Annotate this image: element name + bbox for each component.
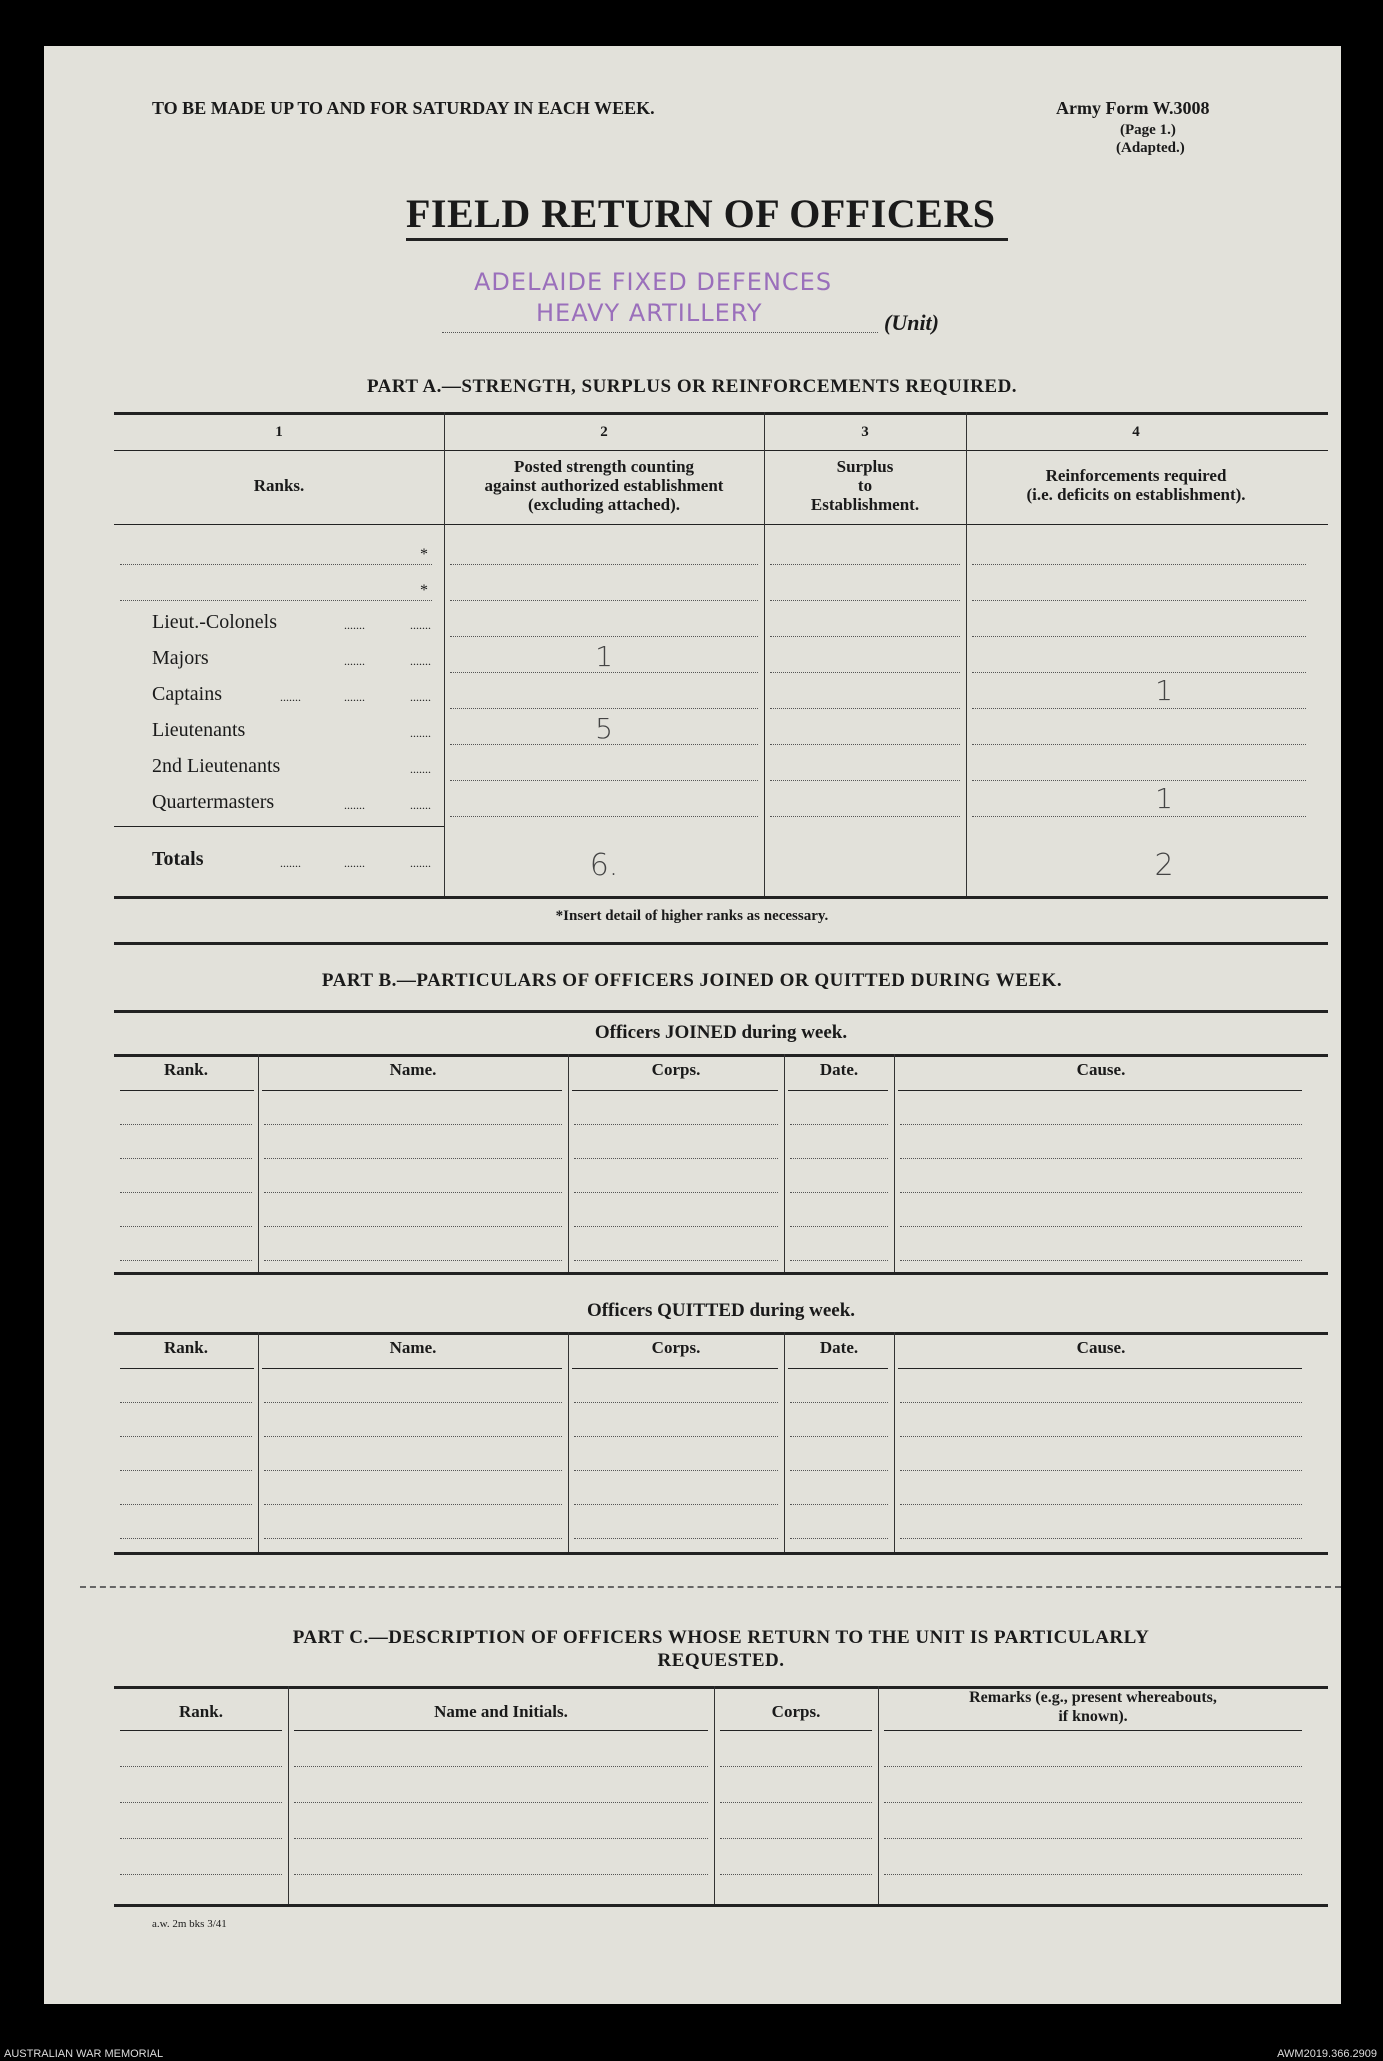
entry-line [884, 1766, 1302, 1767]
entry-line [264, 1226, 562, 1227]
col-head: Rank. [164, 1060, 208, 1079]
entry-line [294, 1766, 708, 1767]
entry-line [120, 1470, 252, 1471]
posted-value: 1 [595, 640, 613, 673]
entry-line [120, 1766, 282, 1767]
entry-line [574, 1436, 778, 1437]
entry-line [900, 1226, 1302, 1227]
totals-rule [114, 826, 444, 827]
entry-line [900, 1192, 1302, 1193]
remarks-head-line: Remarks (e.g., present whereabouts, [969, 1689, 1217, 1706]
perforation-line [80, 1586, 1341, 1588]
entry-line [574, 1402, 778, 1403]
entry-line [120, 1436, 252, 1437]
entry-line [574, 1192, 778, 1193]
posted-head-line: against authorized establishment [484, 476, 724, 495]
part-b-top-rule [114, 1010, 1328, 1013]
surplus-head-line: Surplus [836, 457, 894, 476]
col-head: Name. [389, 1338, 437, 1357]
col-head: Corps. [771, 1702, 821, 1721]
form-sheet [44, 46, 1341, 2004]
head-rule [120, 1730, 282, 1731]
joined-heading: Officers JOINED during week. [594, 1022, 848, 1043]
head-rule [262, 1368, 562, 1369]
col-head: Rank. [164, 1338, 208, 1357]
entry-line [120, 1874, 282, 1875]
entry-line [120, 1158, 252, 1159]
instruction-text: TO BE MADE UP TO AND FOR SATURDAY IN EACH WEEK. [152, 98, 655, 118]
entry-line [120, 1124, 252, 1125]
head-rule [720, 1730, 872, 1731]
entry-line [264, 1538, 562, 1539]
remarks-head-line: if known). [1058, 1708, 1128, 1725]
rank-label: Lieut.-Colonels [152, 611, 277, 633]
leader-dots: ....... [410, 726, 431, 740]
entry-line [972, 672, 1306, 673]
leader-dots: ....... [410, 798, 431, 812]
leader-dots: ....... [344, 618, 365, 632]
entry-line [294, 1838, 708, 1839]
col-head: Corps. [651, 1060, 701, 1079]
entry-line [720, 1838, 872, 1839]
joined-top-rule [114, 1054, 1328, 1057]
head-rule [788, 1090, 888, 1091]
entry-line [770, 672, 960, 673]
col-head: Cause. [1076, 1338, 1126, 1357]
entry-line [264, 1504, 562, 1505]
entry-line [574, 1260, 778, 1261]
quitted-heading: Officers QUITTED during week. [586, 1300, 856, 1321]
rank-label: 2nd Lieutenants [152, 755, 281, 777]
quitted-bottom-rule [114, 1552, 1328, 1555]
entry-line [264, 1124, 562, 1125]
leader-dots: ....... [344, 856, 365, 870]
entry-line [120, 1838, 282, 1839]
reinf-col-head [966, 466, 1306, 504]
reinf-value: 1 [1155, 674, 1173, 707]
entry-line [450, 708, 758, 709]
entry-line [790, 1192, 888, 1193]
entry-line [120, 1802, 282, 1803]
entry-line [120, 1192, 252, 1193]
quitted-top-rule [114, 1332, 1328, 1335]
col-head: Name and Initials. [434, 1702, 568, 1721]
entry-line [972, 564, 1306, 565]
entry-line [900, 1158, 1302, 1159]
leader-dots: ....... [280, 856, 301, 870]
entry-line [972, 744, 1306, 745]
entry-line [770, 600, 960, 601]
entry-line [900, 1402, 1302, 1403]
entry-line [770, 744, 960, 745]
page-title: FIELD RETURN OF OFFICERS [406, 191, 996, 236]
entry-line [790, 1124, 888, 1125]
unit-label: (Unit) [884, 310, 939, 335]
col-divider [784, 1332, 785, 1552]
entry-line [770, 816, 960, 817]
entry-line [574, 1226, 778, 1227]
unit-stamp-line2: HEAVY ARTILLERY [536, 299, 763, 327]
surplus-col-head [764, 457, 966, 514]
unit-line [442, 332, 878, 333]
entry-line [790, 1158, 888, 1159]
col-head: Date. [819, 1338, 859, 1357]
posted-head-line: Posted strength counting [513, 457, 695, 476]
entry-line [450, 780, 758, 781]
entry-line [972, 600, 1306, 601]
head-rule [120, 1090, 254, 1091]
col-divider [894, 1054, 895, 1272]
entry-line [264, 1402, 562, 1403]
entry-line [574, 1158, 778, 1159]
head-rule [294, 1730, 708, 1731]
part-a-heading: PART A.—STRENGTH, SURPLUS OR REINFORCEMENTS REQUIRED. [366, 376, 1018, 397]
entry-line [264, 1470, 562, 1471]
head-rule [572, 1368, 778, 1369]
footnote: *Insert detail of higher ranks as necessary. [555, 908, 829, 924]
surplus-head-line: Establishment. [810, 495, 920, 514]
entry-line [972, 708, 1306, 709]
asterisk-mark: * [420, 582, 428, 599]
leader-dots: ....... [410, 654, 431, 668]
head-rule [884, 1730, 1302, 1731]
col-number-4: 4 [1132, 424, 1140, 440]
entry-line [972, 636, 1306, 637]
col-head: Cause. [1076, 1060, 1126, 1079]
entry-line [770, 708, 960, 709]
entry-line [790, 1226, 888, 1227]
entry-line [720, 1766, 872, 1767]
entry-line [790, 1470, 888, 1471]
head-rule [120, 1368, 254, 1369]
part-c-heading-line: PART C.—DESCRIPTION OF OFFICERS WHOSE RETURN TO THE UNIT IS PARTICULARLY [292, 1627, 1150, 1648]
entry-line [900, 1504, 1302, 1505]
entry-line [264, 1158, 562, 1159]
joined-bottom-rule [114, 1272, 1328, 1275]
part-c-heading-line: REQUESTED. [657, 1650, 785, 1671]
totals-reinf: 2 [1154, 848, 1174, 883]
page-number: (Page 1.) [1120, 122, 1176, 138]
entry-line [790, 1402, 888, 1403]
entry-line [720, 1874, 872, 1875]
col-divider [568, 1054, 569, 1272]
entry-line [900, 1260, 1302, 1261]
entry-line [120, 1402, 252, 1403]
posted-head-line: (excluding attached). [527, 495, 681, 514]
head-rule [898, 1090, 1302, 1091]
leader-dots: ....... [344, 798, 365, 812]
col-divider [784, 1054, 785, 1272]
leader-dots: ....... [410, 690, 431, 704]
entry-line [120, 1538, 252, 1539]
entry-line [884, 1874, 1302, 1875]
leader-dots: ....... [280, 690, 301, 704]
entry-line [574, 1470, 778, 1471]
entry-line [294, 1874, 708, 1875]
part-c-heading [114, 1626, 1328, 1672]
rank-label: Majors [152, 647, 209, 669]
entry-line [450, 600, 758, 601]
leader-dots: ....... [344, 690, 365, 704]
title-underline [406, 238, 1008, 241]
entry-line [294, 1802, 708, 1803]
leader-dots: ....... [410, 856, 431, 870]
leader-dots: ....... [410, 618, 431, 632]
entry-line [972, 780, 1306, 781]
reinf-value: 1 [1155, 782, 1173, 815]
entry-line [884, 1838, 1302, 1839]
head-rule [572, 1090, 778, 1091]
entry-line [900, 1538, 1302, 1539]
col-divider [258, 1332, 259, 1552]
entry-line [450, 564, 758, 565]
col-divider [568, 1332, 569, 1552]
part-a-bottom-rule [114, 896, 1328, 899]
entry-line [450, 816, 758, 817]
entry-line [790, 1504, 888, 1505]
part-a-top-rule [114, 412, 1328, 415]
rank-label: Lieutenants [152, 719, 246, 741]
entry-line [770, 636, 960, 637]
entry-line [574, 1504, 778, 1505]
unit-stamp-line1: ADELAIDE FIXED DEFENCES [474, 268, 833, 296]
higher-rank-line [120, 564, 432, 565]
leader-dots: ....... [344, 654, 365, 668]
archive-credit: AUSTRALIAN WAR MEMORIAL [4, 2048, 164, 2060]
col-head: Corps. [651, 1338, 701, 1357]
rank-label: Captains [152, 683, 222, 705]
entry-line [770, 564, 960, 565]
archive-id: AWM2019.366.2909 [1277, 2048, 1377, 2060]
entry-line [574, 1124, 778, 1125]
entry-line [264, 1192, 562, 1193]
entry-line [120, 1504, 252, 1505]
entry-line [790, 1436, 888, 1437]
entry-line [900, 1470, 1302, 1471]
part-a-num-rule [114, 450, 1328, 451]
ranks-col-head: Ranks. [253, 476, 305, 495]
rank-label: Quartermasters [152, 791, 275, 813]
print-code: a.w. 2m bks 3/41 [152, 1918, 227, 1930]
part-c-bottom-rule [114, 1904, 1328, 1907]
entry-line [884, 1802, 1302, 1803]
entry-line [120, 1260, 252, 1261]
entry-line [720, 1802, 872, 1803]
head-rule [898, 1368, 1302, 1369]
col-divider [258, 1054, 259, 1272]
entry-line [900, 1124, 1302, 1125]
posted-value: 5 [595, 712, 613, 745]
entry-line [574, 1538, 778, 1539]
entry-line [264, 1436, 562, 1437]
entry-line [790, 1260, 888, 1261]
part-a-head-rule [114, 524, 1328, 525]
asterisk-mark: * [420, 546, 428, 563]
surplus-head-line: to [857, 476, 873, 495]
remarks-col-head [878, 1688, 1308, 1726]
col-divider [894, 1332, 895, 1552]
part-b-heading: PART B.—PARTICULARS OF OFFICERS JOINED OR QUITTED DURING WEEK. [321, 970, 1063, 991]
col-head: Name. [389, 1060, 437, 1079]
leader-dots: ....... [410, 762, 431, 776]
col-number-2: 2 [600, 424, 608, 440]
entry-line [900, 1436, 1302, 1437]
adapted-note: (Adapted.) [1116, 140, 1185, 156]
totals-posted: 6. [589, 848, 619, 883]
entry-line [450, 636, 758, 637]
entry-line [264, 1260, 562, 1261]
col-number-1: 1 [275, 424, 283, 440]
col-head: Rank. [179, 1702, 223, 1721]
totals-label: Totals [152, 848, 204, 870]
form-number: Army Form W.3008 [1056, 98, 1210, 118]
col-number-3: 3 [861, 424, 869, 440]
reinf-head-line: (i.e. deficits on establishment). [1026, 485, 1246, 504]
entry-line [120, 1226, 252, 1227]
higher-rank-line [120, 600, 432, 601]
col-head: Date. [819, 1060, 859, 1079]
entry-line [770, 780, 960, 781]
reinf-head-line: Reinforcements required [1045, 466, 1227, 485]
head-rule [788, 1368, 888, 1369]
entry-line [790, 1538, 888, 1539]
part-a-end-rule [114, 942, 1328, 945]
entry-line [972, 816, 1306, 817]
head-rule [262, 1090, 562, 1091]
posted-col-head [444, 457, 764, 514]
